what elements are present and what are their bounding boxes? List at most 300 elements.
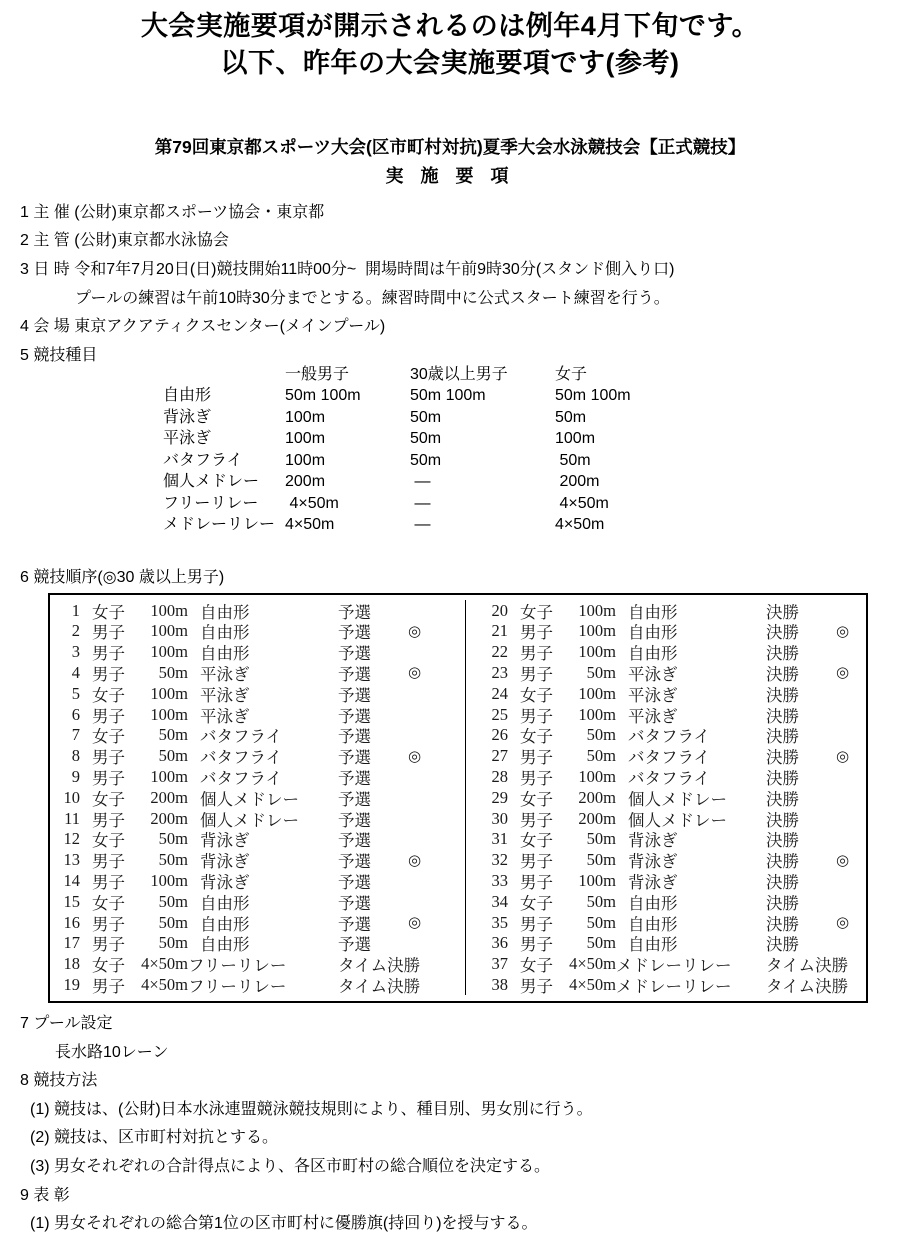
event-number: 21 <box>491 621 508 641</box>
events-row <box>163 493 900 515</box>
event-men-open-value: 100m <box>285 408 326 426</box>
event-number: 6 <box>71 704 80 724</box>
event-stroke-label: 平泳ぎ <box>163 430 212 448</box>
event-distance: 4×50m <box>141 954 188 974</box>
event-round: 決勝 <box>766 914 799 934</box>
event-round: 予選 <box>338 644 371 664</box>
event-distance: 50m <box>158 933 188 953</box>
event-distance: 100m <box>150 600 188 620</box>
event-round: 予選 <box>338 768 371 788</box>
event-round: 決勝 <box>766 644 799 664</box>
event-distance: 50m <box>158 912 188 932</box>
event-distance: 50m <box>158 850 188 870</box>
event-number: 1 <box>71 600 80 620</box>
event-men-over30-value: ― <box>410 516 431 534</box>
event-gender: 女子 <box>92 831 125 851</box>
event-round: 決勝 <box>766 852 799 872</box>
event-stroke: 自由形 <box>200 893 250 913</box>
program-row <box>478 600 866 621</box>
program-row <box>478 725 866 746</box>
event-number: 30 <box>491 808 508 828</box>
program-row <box>478 975 866 996</box>
program-row <box>50 663 465 684</box>
program-row <box>50 954 465 975</box>
event-distance: 100m <box>150 870 188 890</box>
event-number: 14 <box>63 870 80 890</box>
program-row <box>478 704 866 725</box>
event-number: 9 <box>71 766 80 786</box>
program-row <box>50 704 465 725</box>
event-men-open-value: 4×50m <box>285 494 339 512</box>
method-point: (3) 男女それぞれの合計得点により、各区市町村の総合順位を決定する。 <box>30 1158 551 1176</box>
events-header-blank <box>163 364 285 386</box>
event-round: 決勝 <box>766 831 799 851</box>
program-row <box>50 787 465 808</box>
events-header-men-over30: 30歳以上男子 <box>410 365 508 383</box>
program-row <box>50 767 465 788</box>
event-distance: 50m <box>586 850 616 870</box>
event-men-open-value: 100m <box>285 430 326 448</box>
event-gender: 男子 <box>520 935 553 955</box>
event-distance: 50m <box>586 746 616 766</box>
events-header-men-open: 一般男子 <box>285 365 350 383</box>
program-row <box>478 767 866 788</box>
event-men-over30-value: ― <box>410 473 431 491</box>
document-subtitle: 実 施 要 項 <box>385 166 515 186</box>
item-datetime-note: プールの練習は午前10時30分までとする。練習時間中に公式スタート練習を行う。 <box>75 289 670 307</box>
event-round: 予選 <box>338 810 371 830</box>
event-round: 決勝 <box>766 810 799 830</box>
event-round: 予選 <box>338 727 371 747</box>
event-gender: 女子 <box>92 893 125 913</box>
event-distance: 100m <box>578 621 616 641</box>
program-row <box>50 891 465 912</box>
over30-mark: ◎ <box>408 852 422 869</box>
event-stroke: 自由形 <box>628 893 678 913</box>
over30-mark: ◎ <box>408 748 422 765</box>
event-distance: 50m <box>586 829 616 849</box>
events-row <box>163 428 900 450</box>
event-round: 予選 <box>338 935 371 955</box>
event-gender: 女子 <box>520 956 553 976</box>
event-distance: 100m <box>578 642 616 662</box>
over30-mark: ◎ <box>836 915 850 931</box>
event-number: 8 <box>71 746 80 766</box>
event-round: 決勝 <box>766 893 799 913</box>
event-gender: 女子 <box>92 602 125 622</box>
event-men-over30-value: ― <box>410 494 431 512</box>
event-number: 35 <box>491 912 508 932</box>
outline-items <box>0 196 900 368</box>
event-women-value: 4×50m <box>555 516 605 534</box>
program-row <box>50 933 465 954</box>
event-round: 決勝 <box>766 623 799 643</box>
over30-mark: ◎ <box>836 852 850 869</box>
program-row <box>478 663 866 684</box>
program-row <box>50 975 465 996</box>
event-men-over30-value: 50m <box>410 430 442 448</box>
event-number: 31 <box>491 829 508 849</box>
event-number: 13 <box>63 850 80 870</box>
event-stroke: 自由形 <box>200 644 250 664</box>
program-row <box>50 746 465 767</box>
event-stroke: 平泳ぎ <box>200 685 250 705</box>
event-distance: 4×50m <box>141 974 188 994</box>
event-gender: 男子 <box>520 914 553 934</box>
program-row <box>478 829 866 850</box>
event-number: 10 <box>63 787 80 807</box>
event-round: タイム決勝 <box>338 956 421 976</box>
event-number: 2 <box>71 621 80 641</box>
event-men-over30-value: 50m 100m <box>410 387 486 405</box>
event-women-value: 200m <box>555 473 600 491</box>
document-title: 第79回東京都スポーツ大会(区市町村対抗)夏季大会水泳競技会【正式競技】 <box>154 137 746 157</box>
notice-line-1: 大会実施要項が開示されるのは例年4月下旬です。 <box>140 11 760 41</box>
event-gender: 男子 <box>520 768 553 788</box>
event-gender: 男子 <box>92 706 125 726</box>
event-distance: 50m <box>158 829 188 849</box>
event-stroke: 自由形 <box>200 914 250 934</box>
event-distance: 100m <box>150 704 188 724</box>
event-number: 5 <box>71 683 80 703</box>
event-number: 3 <box>71 642 80 662</box>
event-round: タイム決勝 <box>766 956 849 976</box>
method-points <box>0 1093 900 1179</box>
event-distance: 50m <box>586 912 616 932</box>
event-stroke-label: 個人メドレー <box>163 473 260 491</box>
event-number: 29 <box>491 787 508 807</box>
event-number: 27 <box>491 746 508 766</box>
event-round: 決勝 <box>766 935 799 955</box>
event-gender: 男子 <box>92 623 125 643</box>
event-distance: 50m <box>158 746 188 766</box>
event-round: 決勝 <box>766 727 799 747</box>
event-gender: 男子 <box>520 810 553 830</box>
event-distance: 100m <box>150 642 188 662</box>
program-row <box>50 829 465 850</box>
event-round: 予選 <box>338 872 371 892</box>
item-datetime: 3 日 時 令和7年7月20日(日)競技開始11時00分~ 開場時間は午前9時30分(スタンド側入り口) <box>20 260 675 278</box>
event-men-over30-value: 50m <box>410 408 442 426</box>
event-stroke: 自由形 <box>628 602 678 622</box>
event-distance: 200m <box>150 787 188 807</box>
event-stroke: バタフライ <box>200 768 283 788</box>
event-men-open-value: 4×50m <box>285 516 335 534</box>
event-number: 37 <box>491 954 508 974</box>
event-stroke: 自由形 <box>628 935 678 955</box>
event-stroke: 自由形 <box>628 644 678 664</box>
event-round: タイム決勝 <box>766 976 849 996</box>
over30-mark: ◎ <box>836 665 850 682</box>
bottom-items <box>0 1007 900 1236</box>
event-distance: 100m <box>578 766 616 786</box>
event-round: 予選 <box>338 706 371 726</box>
event-gender: 女子 <box>92 727 125 747</box>
event-round: 決勝 <box>766 685 799 705</box>
event-distance: 4×50m <box>569 954 616 974</box>
event-gender: 男子 <box>92 810 125 830</box>
program-row <box>50 850 465 871</box>
event-stroke-label: メドレーリレー <box>163 516 276 534</box>
program-row <box>478 871 866 892</box>
event-stroke: フリーリレー <box>188 956 287 976</box>
events-row <box>163 385 900 407</box>
notice-line-2: 以下、昨年の大会実施要項です(参考) <box>220 48 680 78</box>
program-row <box>478 746 866 767</box>
event-women-value: 50m 100m <box>555 387 631 405</box>
over30-mark: ◎ <box>408 623 422 640</box>
item-host: 1 主 催 (公財)東京都スポーツ協会・東京都 <box>20 203 325 221</box>
event-number: 25 <box>491 704 508 724</box>
event-round: タイム決勝 <box>338 976 421 996</box>
event-number: 23 <box>491 662 508 682</box>
event-number: 22 <box>491 642 508 662</box>
event-number: 17 <box>63 933 80 953</box>
event-distance: 50m <box>586 662 616 682</box>
event-stroke: 背泳ぎ <box>628 852 678 872</box>
event-distance: 100m <box>150 766 188 786</box>
event-number: 7 <box>71 725 80 745</box>
event-round: 予選 <box>338 748 371 768</box>
notice-banner <box>0 0 900 82</box>
event-stroke: 個人メドレー <box>628 810 727 830</box>
event-stroke: メドレーリレー <box>616 956 732 976</box>
event-stroke: バタフライ <box>628 748 711 768</box>
program-row <box>478 621 866 642</box>
program-row <box>50 808 465 829</box>
event-round: 決勝 <box>766 789 799 809</box>
event-round: 予選 <box>338 789 371 809</box>
event-stroke: 平泳ぎ <box>628 706 678 726</box>
event-number: 38 <box>491 974 508 994</box>
event-number: 36 <box>491 933 508 953</box>
event-gender: 男子 <box>92 852 125 872</box>
event-round: 予選 <box>338 685 371 705</box>
event-round: 予選 <box>338 623 371 643</box>
program-row <box>50 621 465 642</box>
event-gender: 男子 <box>520 623 553 643</box>
program-row <box>478 808 866 829</box>
item-events-heading: 5 競技種目 <box>20 346 98 364</box>
event-women-value: 50m <box>555 451 591 469</box>
event-stroke: バタフライ <box>200 748 283 768</box>
event-round: 予選 <box>338 664 371 684</box>
event-gender: 男子 <box>92 748 125 768</box>
event-gender: 女子 <box>520 685 553 705</box>
event-distance: 100m <box>150 683 188 703</box>
event-stroke-label: 自由形 <box>163 387 212 405</box>
event-distance: 50m <box>158 662 188 682</box>
event-stroke: 背泳ぎ <box>628 872 678 892</box>
event-number: 33 <box>491 870 508 890</box>
over30-mark: ◎ <box>836 623 850 640</box>
event-stroke: 平泳ぎ <box>200 664 250 684</box>
event-stroke: 背泳ぎ <box>200 852 250 872</box>
event-round: 予選 <box>338 893 371 913</box>
event-gender: 男子 <box>520 872 553 892</box>
item-management: 2 主 管 (公財)東京都水泳協会 <box>20 232 229 250</box>
event-stroke: 自由形 <box>200 935 250 955</box>
event-round: 予選 <box>338 852 371 872</box>
awards-points <box>0 1207 900 1236</box>
program-row <box>478 850 866 871</box>
event-distance: 100m <box>150 621 188 641</box>
event-gender: 女子 <box>520 789 553 809</box>
event-gender: 男子 <box>92 872 125 892</box>
awards-point: (1) 男女それぞれの総合第1位の区市町村に優勝旗(持回り)を授与する。 <box>30 1215 538 1233</box>
event-distance: 200m <box>578 808 616 828</box>
event-stroke: メドレーリレー <box>616 976 732 996</box>
program-row <box>50 642 465 663</box>
event-stroke: 背泳ぎ <box>200 872 250 892</box>
event-distance: 50m <box>586 891 616 911</box>
item-venue: 4 会 場 東京アクアティクスセンター(メインプール) <box>20 318 386 336</box>
events-rows <box>163 385 900 536</box>
event-gender: 女子 <box>92 956 125 976</box>
event-number: 32 <box>491 850 508 870</box>
event-round: 決勝 <box>766 872 799 892</box>
event-distance: 50m <box>586 725 616 745</box>
event-gender: 男子 <box>520 852 553 872</box>
event-women-value: 50m <box>555 408 587 426</box>
event-distance: 50m <box>158 725 188 745</box>
item-pool-heading: 7 プール設定 <box>20 1015 113 1033</box>
event-stroke: バタフライ <box>200 727 283 747</box>
events-row <box>163 471 900 493</box>
program-table <box>48 593 868 1003</box>
event-gender: 男子 <box>520 706 553 726</box>
program-row <box>50 912 465 933</box>
event-distance: 100m <box>578 704 616 724</box>
item-program-heading: 6 競技順序(◎30 歳以上男子) <box>20 569 225 587</box>
event-stroke: 平泳ぎ <box>200 706 250 726</box>
event-stroke-label: フリーリレー <box>163 494 259 512</box>
event-gender: 男子 <box>92 664 125 684</box>
method-point: (1) 競技は、(公財)日本水泳連盟競泳競技規則により、種目別、男女別に行う。 <box>30 1100 593 1118</box>
program-row <box>50 683 465 704</box>
event-distance: 100m <box>578 870 616 890</box>
event-gender: 男子 <box>520 748 553 768</box>
event-women-value: 4×50m <box>555 494 609 512</box>
event-stroke: 背泳ぎ <box>628 831 678 851</box>
event-round: 決勝 <box>766 602 799 622</box>
event-gender: 女子 <box>520 602 553 622</box>
event-men-open-value: 200m <box>285 473 326 491</box>
over30-mark: ◎ <box>408 665 422 682</box>
events-row <box>163 450 900 472</box>
event-gender: 男子 <box>520 976 553 996</box>
program-row <box>50 600 465 621</box>
event-stroke-label: バタフライ <box>163 451 243 469</box>
item-pool-detail: 長水路10レーン <box>55 1043 169 1061</box>
event-stroke: 平泳ぎ <box>628 664 678 684</box>
event-men-over30-value: 50m <box>410 451 442 469</box>
event-stroke: 自由形 <box>200 602 250 622</box>
event-men-open-value: 100m <box>285 451 326 469</box>
program-row <box>50 871 465 892</box>
event-number: 4 <box>71 662 80 682</box>
event-gender: 女子 <box>520 727 553 747</box>
event-men-open-value: 50m 100m <box>285 387 361 405</box>
event-distance: 50m <box>158 891 188 911</box>
event-stroke: バタフライ <box>628 727 711 747</box>
program-row <box>478 912 866 933</box>
event-round: 予選 <box>338 914 371 934</box>
item-awards-heading: 9 表 彰 <box>20 1186 70 1204</box>
event-distance: 4×50m <box>569 974 616 994</box>
event-stroke: フリーリレー <box>188 976 287 996</box>
events-row <box>163 407 900 429</box>
events-header-women: 女子 <box>555 365 588 383</box>
event-stroke: 個人メドレー <box>200 810 299 830</box>
event-gender: 男子 <box>92 644 125 664</box>
events-header-row <box>163 364 900 386</box>
event-number: 15 <box>63 891 80 911</box>
event-stroke: 背泳ぎ <box>200 831 250 851</box>
event-round: 決勝 <box>766 706 799 726</box>
event-women-value: 100m <box>555 430 596 448</box>
event-stroke: 自由形 <box>628 623 678 643</box>
event-stroke: 自由形 <box>200 623 250 643</box>
over30-mark: ◎ <box>836 748 850 765</box>
program-row <box>478 933 866 954</box>
events-table <box>163 364 900 536</box>
event-number: 28 <box>491 766 508 786</box>
event-gender: 男子 <box>92 914 125 934</box>
program-row <box>478 891 866 912</box>
event-distance: 200m <box>578 787 616 807</box>
program-row <box>478 954 866 975</box>
event-gender: 女子 <box>520 893 553 913</box>
program-row <box>478 787 866 808</box>
event-round: 予選 <box>338 831 371 851</box>
event-distance: 200m <box>150 808 188 828</box>
event-number: 16 <box>63 912 80 932</box>
event-gender: 男子 <box>520 644 553 664</box>
event-number: 11 <box>64 808 80 828</box>
event-gender: 男子 <box>520 664 553 684</box>
event-distance: 100m <box>578 600 616 620</box>
program-row <box>50 725 465 746</box>
event-gender: 女子 <box>92 789 125 809</box>
program-column-first <box>50 600 466 995</box>
event-stroke: 平泳ぎ <box>628 685 678 705</box>
event-gender: 男子 <box>92 768 125 788</box>
event-number: 24 <box>491 683 508 703</box>
event-number: 12 <box>63 829 80 849</box>
event-round: 予選 <box>338 602 371 622</box>
event-number: 20 <box>491 600 508 620</box>
event-stroke: 個人メドレー <box>628 789 727 809</box>
event-distance: 100m <box>578 683 616 703</box>
program-row <box>478 683 866 704</box>
events-row <box>163 514 900 536</box>
event-number: 18 <box>63 954 80 974</box>
event-stroke: 自由形 <box>628 914 678 934</box>
over30-mark: ◎ <box>408 915 422 931</box>
event-round: 決勝 <box>766 748 799 768</box>
event-round: 決勝 <box>766 768 799 788</box>
event-gender: 男子 <box>92 976 125 996</box>
event-gender: 女子 <box>92 685 125 705</box>
program-row <box>478 642 866 663</box>
event-stroke-label: 背泳ぎ <box>163 408 212 426</box>
event-round: 決勝 <box>766 664 799 684</box>
event-number: 26 <box>491 725 508 745</box>
event-number: 34 <box>491 891 508 911</box>
program-column-second <box>466 600 866 995</box>
event-gender: 男子 <box>92 935 125 955</box>
